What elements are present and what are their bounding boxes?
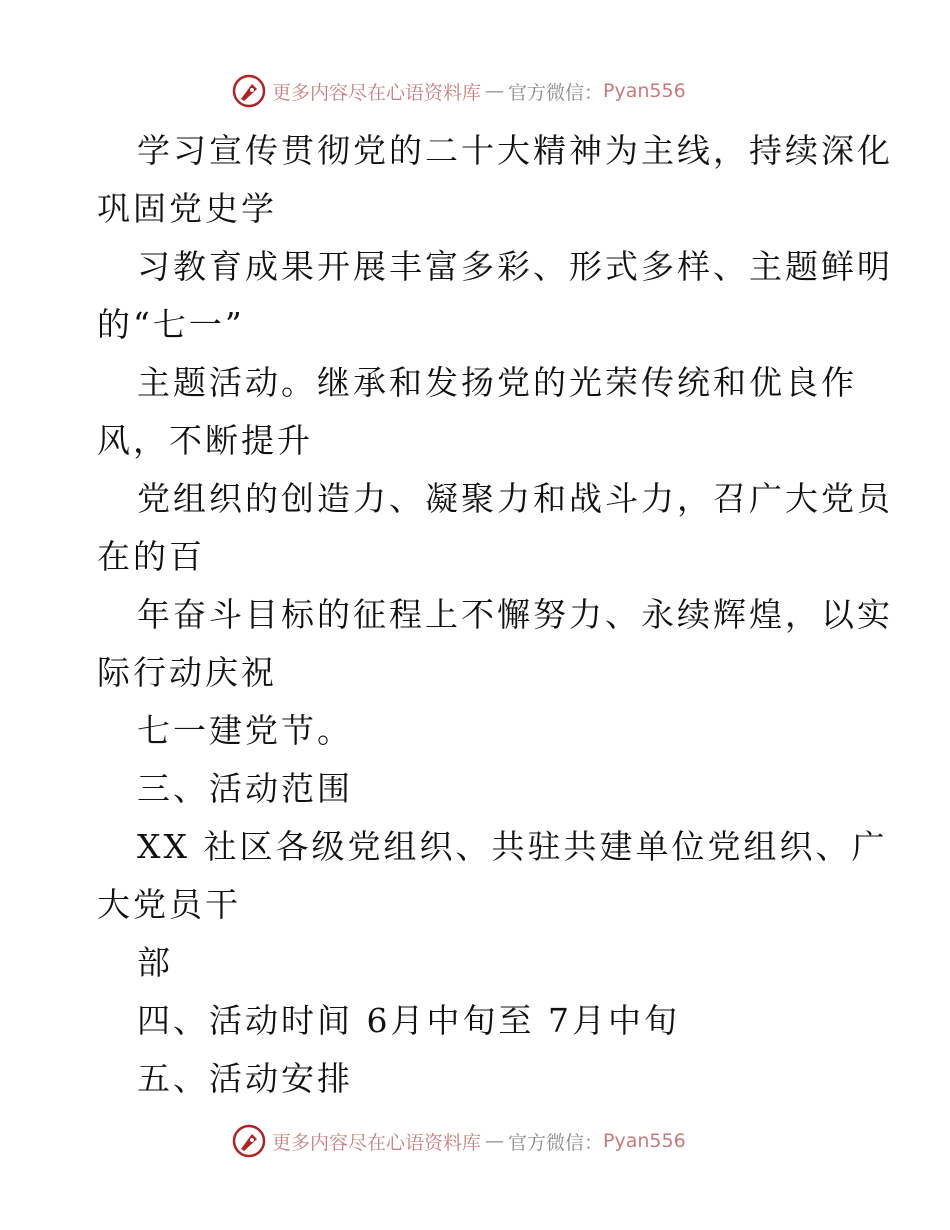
watermark-text: 更多内容尽在心语资料库 bbox=[272, 1131, 482, 1154]
wechat-id: Pyan556 bbox=[603, 80, 686, 102]
body-line: 党组织的创造力、凝聚力和战斗力，召广大党员 bbox=[137, 479, 893, 518]
footer-watermark bbox=[232, 1124, 686, 1158]
body-line: 巩固党史学 bbox=[97, 189, 277, 228]
body-line: 主题活动。继承和发扬党的光荣传统和优良作 bbox=[137, 363, 857, 402]
wechat-id: Pyan556 bbox=[603, 1130, 686, 1152]
body-line: 七一建党节。 bbox=[137, 711, 353, 750]
body-line: XX 社区各级党组织、共驻共建单位党组织、广 bbox=[137, 827, 888, 866]
document-body bbox=[97, 122, 893, 1108]
wechat-label: 官方微信： bbox=[508, 1131, 604, 1154]
section-heading-scope: 三、活动范围 bbox=[137, 769, 353, 808]
body-line: 习教育成果开展丰富多彩、形式多样、主题鲜明 bbox=[137, 247, 893, 286]
pen-nib-logo-icon bbox=[232, 1124, 266, 1158]
body-line: 际行动庆祝 bbox=[97, 653, 277, 692]
watermark-text: 更多内容尽在心语资料库 bbox=[272, 81, 482, 104]
watermark-separator: — bbox=[485, 1130, 505, 1152]
header-watermark bbox=[232, 74, 686, 108]
body-line: 风，不断提升 bbox=[97, 421, 313, 460]
wechat-label: 官方微信： bbox=[508, 81, 604, 104]
watermark-separator: — bbox=[485, 80, 505, 102]
body-line: 学习宣传贯彻党的二十大精神为主线，持续深化 bbox=[137, 131, 893, 170]
section-heading-arrangement: 五、活动安排 bbox=[137, 1059, 353, 1098]
body-line: 在的百 bbox=[97, 537, 205, 576]
body-line: 大党员干 bbox=[97, 885, 241, 924]
body-line: 的“七一” bbox=[97, 305, 245, 344]
body-line: 年奋斗目标的征程上不懈努力、永续辉煌，以实 bbox=[137, 595, 893, 634]
body-line: 部 bbox=[137, 943, 173, 982]
section-heading-time: 四、活动时间 6月中旬至 7月中旬 bbox=[137, 1001, 680, 1040]
pen-nib-logo-icon bbox=[232, 74, 266, 108]
